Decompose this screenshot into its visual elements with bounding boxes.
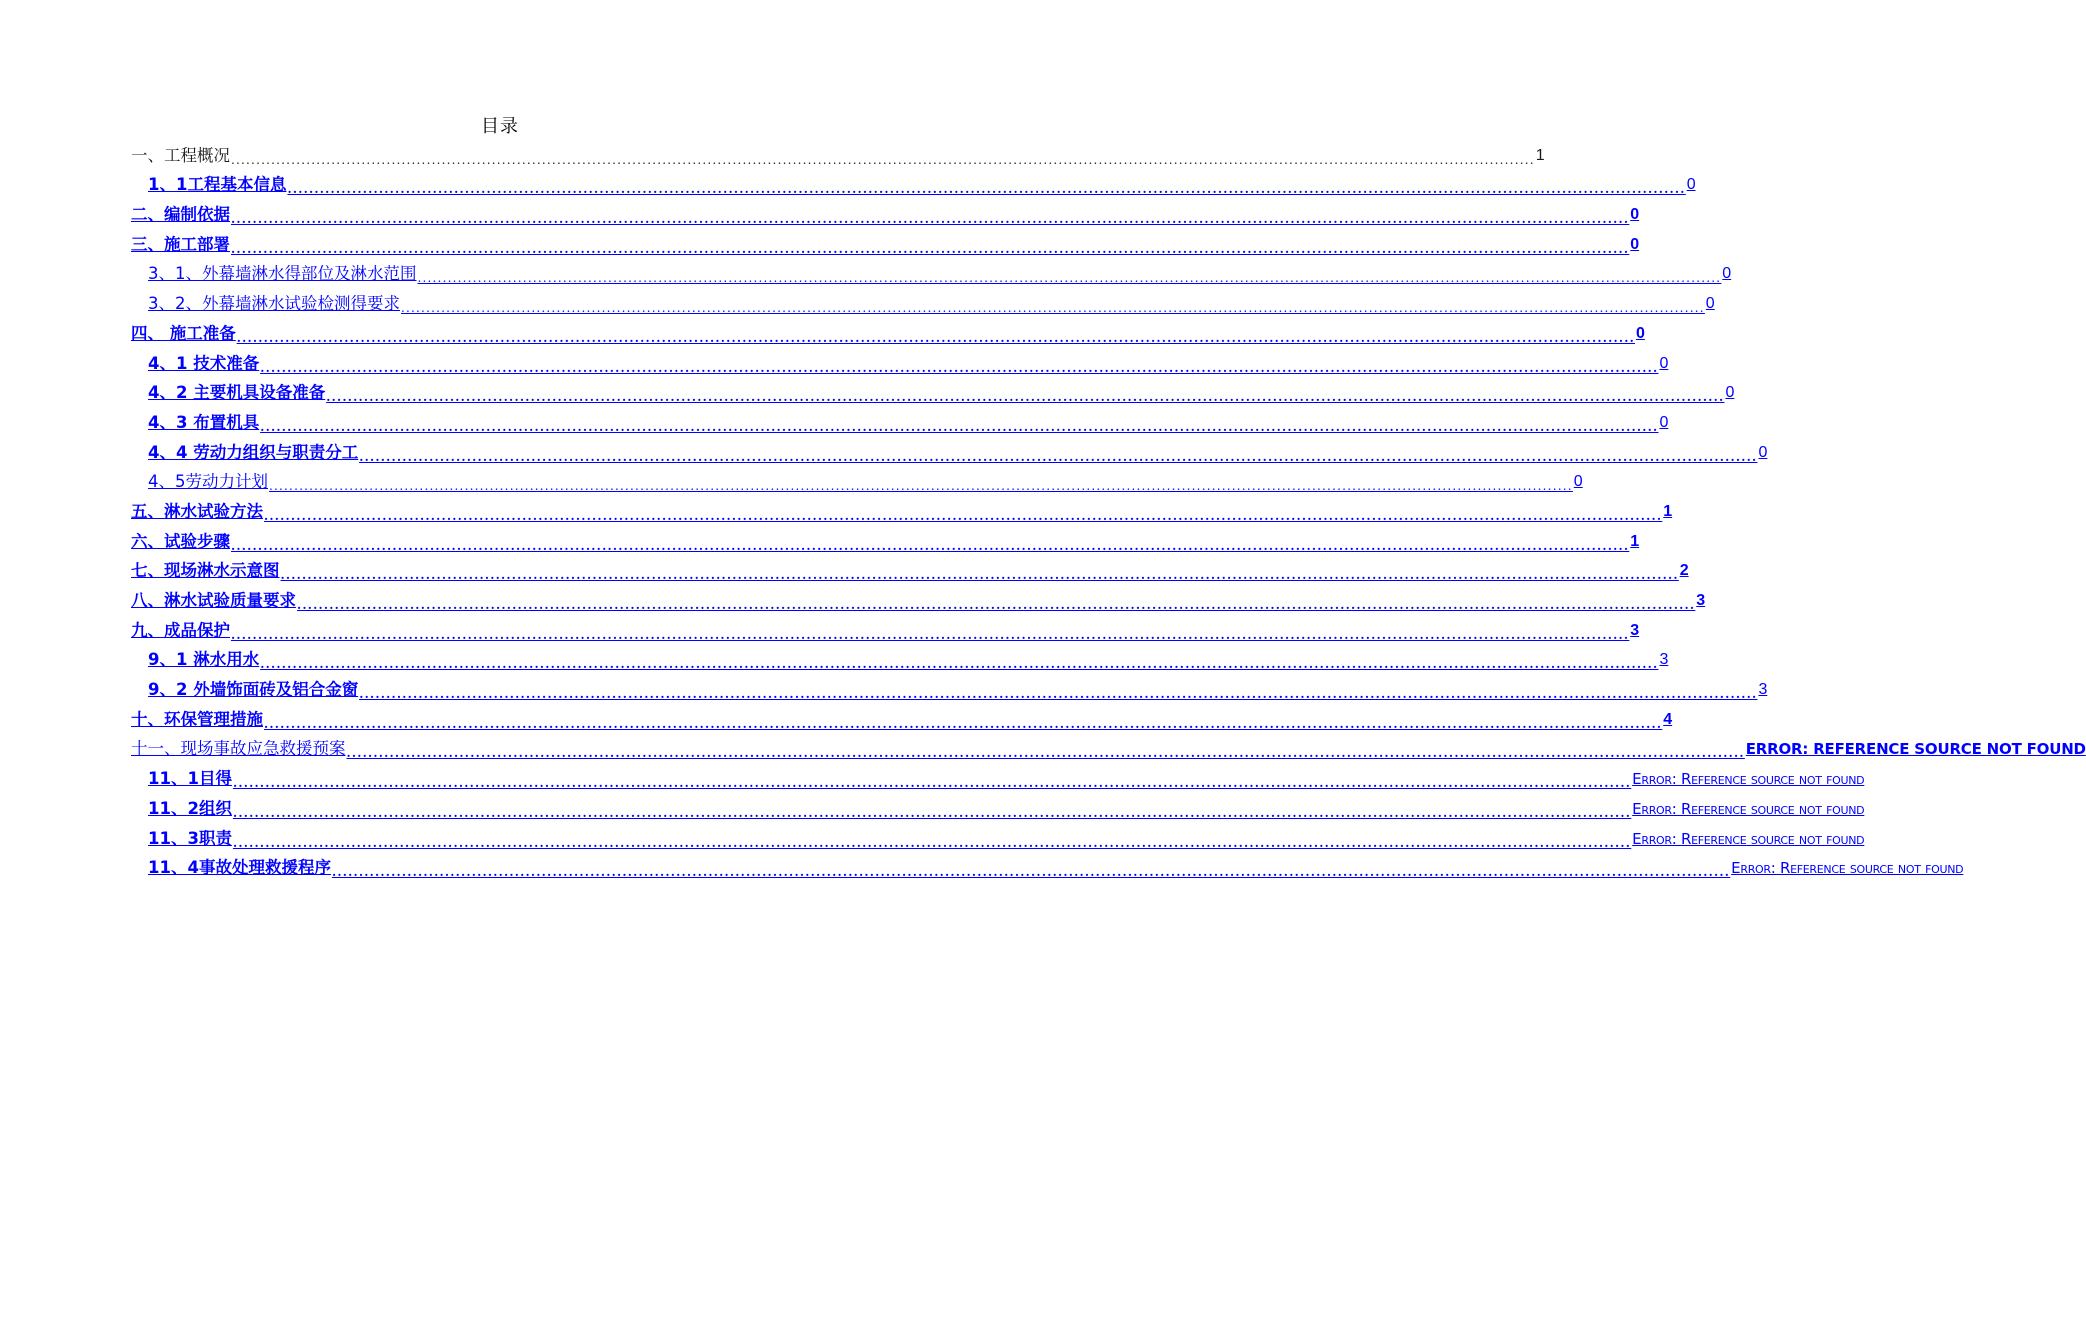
- toc-entry[interactable]: [131, 733, 2086, 763]
- toc-entry[interactable]: [131, 792, 1865, 822]
- toc-leader-dots: ....................................................................................................................................................................................................................................................................: [236, 330, 1635, 345]
- toc-entry-label: 11、1目得: [148, 769, 232, 789]
- toc-title: 目录: [481, 116, 519, 137]
- toc-entry-label: 4、5劳动力计划: [148, 472, 268, 492]
- toc-entry[interactable]: [131, 287, 1715, 317]
- toc-leader-dots: ....................................................................................................................................................................................................................................................................: [231, 152, 1535, 167]
- toc-leader-dots: ....................................................................................................................................................................................................................................................................: [331, 865, 1731, 880]
- toc-leader-dots: ....................................................................................................................................................................................................................................................................: [417, 271, 1722, 286]
- toc-entry[interactable]: [131, 466, 1583, 496]
- toc-entry[interactable]: [131, 584, 1706, 614]
- toc-entry[interactable]: [131, 436, 1768, 466]
- toc-entry-page: 2: [1679, 562, 1689, 580]
- toc-entry-label: 九、成品保护: [131, 620, 230, 640]
- toc-leader-dots: ....................................................................................................................................................................................................................................................................: [269, 479, 1573, 494]
- toc-entry-page: 3: [1696, 592, 1706, 609]
- toc-entry-page: 0: [1573, 473, 1583, 491]
- table-of-contents: [131, 139, 2086, 881]
- toc-entry-label: 三、施工部署: [131, 234, 230, 254]
- toc-entry-label: 六、试验步骤: [131, 531, 230, 551]
- toc-leader-dots: ....................................................................................................................................................................................................................................................................: [232, 776, 1632, 791]
- toc-entry[interactable]: [131, 555, 1689, 585]
- toc-leader-dots: ....................................................................................................................................................................................................................................................................: [401, 301, 1705, 316]
- toc-leader-dots: ....................................................................................................................................................................................................................................................................: [232, 835, 1632, 850]
- toc-entry-label: 一、工程概况: [131, 145, 230, 165]
- toc-entry[interactable]: [131, 169, 1696, 199]
- toc-entry-page: 0: [1659, 354, 1669, 372]
- toc-leader-dots: ....................................................................................................................................................................................................................................................................: [326, 390, 1725, 405]
- toc-entry-label: 十、环保管理措施: [131, 709, 263, 729]
- toc-leader-dots: ....................................................................................................................................................................................................................................................................: [231, 538, 1630, 553]
- toc-leader-dots: ....................................................................................................................................................................................................................................................................: [260, 419, 1659, 434]
- toc-leader-dots: ....................................................................................................................................................................................................................................................................: [280, 568, 1679, 583]
- toc-entry-page: Error: Reference source not found: [1632, 799, 1865, 818]
- toc-entry[interactable]: [131, 762, 1865, 792]
- toc-entry-label: 4、4 劳动力组织与职责分工: [148, 442, 359, 462]
- toc-entry-label: 9、2 外墙饰面砖及铝合金窗: [148, 680, 359, 700]
- toc-entry-page: Error: Reference source not found: [1632, 770, 1865, 789]
- toc-entry-label: 八、淋水试验质量要求: [131, 591, 296, 610]
- toc-leader-dots: ....................................................................................................................................................................................................................................................................: [260, 657, 1659, 672]
- toc-entry-page: ERROR: REFERENCE SOURCE NOT FOUND: [1745, 740, 2086, 759]
- toc-entry-page: 0: [1635, 324, 1645, 342]
- toc-entry-label: 11、4事故处理救援程序: [148, 858, 331, 878]
- toc-leader-dots: ....................................................................................................................................................................................................................................................................: [359, 449, 1758, 464]
- toc-entry-label: 1、1工程基本信息: [148, 175, 287, 195]
- toc-entry-label: 3、1、外幕墙淋水得部位及淋水范围: [148, 264, 417, 284]
- toc-entry-page: Error: Reference source not found: [1731, 859, 1964, 878]
- toc-entry-label: 十一、现场事故应急救援预案: [131, 739, 346, 759]
- toc-entry[interactable]: [131, 406, 1669, 436]
- toc-entry-page: 1: [1663, 502, 1673, 520]
- toc-entry-label: 4、1 技术准备: [148, 353, 260, 373]
- toc-entry[interactable]: [131, 198, 1640, 228]
- toc-entry-page: 0: [1725, 384, 1735, 402]
- toc-entry-label: 11、3职责: [148, 828, 232, 848]
- toc-entry-page: 3: [1630, 621, 1640, 639]
- toc-leader-dots: ....................................................................................................................................................................................................................................................................: [231, 627, 1630, 642]
- toc-entry-label: 二、编制依据: [131, 205, 230, 225]
- toc-entry-label: 4、3 布置机具: [148, 412, 260, 432]
- toc-entry-page: 4: [1663, 710, 1673, 728]
- toc-leader-dots: ....................................................................................................................................................................................................................................................................: [359, 687, 1758, 702]
- toc-leader-dots: ....................................................................................................................................................................................................................................................................: [231, 212, 1630, 227]
- toc-entry-label: 9、1 淋水用水: [148, 650, 260, 670]
- toc-entry-page: 0: [1758, 443, 1768, 461]
- toc-entry[interactable]: [131, 377, 1735, 407]
- toc-entry[interactable]: [131, 347, 1669, 377]
- toc-entry-label: 3、2、外幕墙淋水试验检测得要求: [148, 294, 400, 314]
- toc-entry-page: 3: [1659, 651, 1669, 669]
- toc-leader-dots: ....................................................................................................................................................................................................................................................................: [297, 598, 1696, 612]
- toc-entry[interactable]: [131, 852, 1964, 882]
- toc-entry[interactable]: [131, 703, 1673, 733]
- toc-entry-page: 1: [1535, 146, 1545, 164]
- toc-entry[interactable]: [131, 495, 1673, 525]
- toc-entry[interactable]: [131, 317, 1645, 347]
- toc-entry-label: 4、2 主要机具设备准备: [148, 383, 326, 403]
- toc-entry[interactable]: [131, 258, 1732, 288]
- toc-entry[interactable]: [131, 228, 1640, 258]
- toc-entry-label: 七、现场淋水示意图: [131, 561, 280, 581]
- toc-entry[interactable]: [131, 644, 1669, 674]
- toc-entry-page: 0: [1705, 295, 1715, 313]
- toc-entry-label: 五、淋水试验方法: [131, 501, 263, 521]
- toc-entry[interactable]: [131, 525, 1640, 555]
- toc-entry-page: 3: [1758, 681, 1768, 699]
- toc-leader-dots: ....................................................................................................................................................................................................................................................................: [232, 805, 1632, 820]
- toc-entry[interactable]: [131, 139, 1545, 169]
- toc-entry-page: 0: [1686, 176, 1696, 194]
- toc-leader-dots: ....................................................................................................................................................................................................................................................................: [260, 360, 1659, 375]
- toc-entry-label: 11、2组织: [148, 798, 232, 818]
- toc-leader-dots: ....................................................................................................................................................................................................................................................................: [346, 746, 1745, 761]
- toc-entry[interactable]: [131, 614, 1640, 644]
- toc-entry[interactable]: [131, 822, 1865, 852]
- toc-leader-dots: ....................................................................................................................................................................................................................................................................: [264, 508, 1663, 523]
- toc-entry-page: 0: [1722, 265, 1732, 283]
- toc-entry-page: 1: [1630, 532, 1640, 550]
- toc-leader-dots: ....................................................................................................................................................................................................................................................................: [231, 241, 1630, 256]
- toc-entry-page: 0: [1659, 413, 1669, 431]
- toc-entry-label: 四、 施工准备: [131, 323, 236, 343]
- toc-leader-dots: ....................................................................................................................................................................................................................................................................: [264, 716, 1663, 731]
- toc-leader-dots: ....................................................................................................................................................................................................................................................................: [287, 182, 1686, 197]
- toc-entry-page: 0: [1630, 235, 1640, 253]
- toc-entry-page: 0: [1630, 206, 1640, 224]
- toc-entry-page: Error: Reference source not found: [1632, 829, 1865, 848]
- toc-entry[interactable]: [131, 673, 1768, 703]
